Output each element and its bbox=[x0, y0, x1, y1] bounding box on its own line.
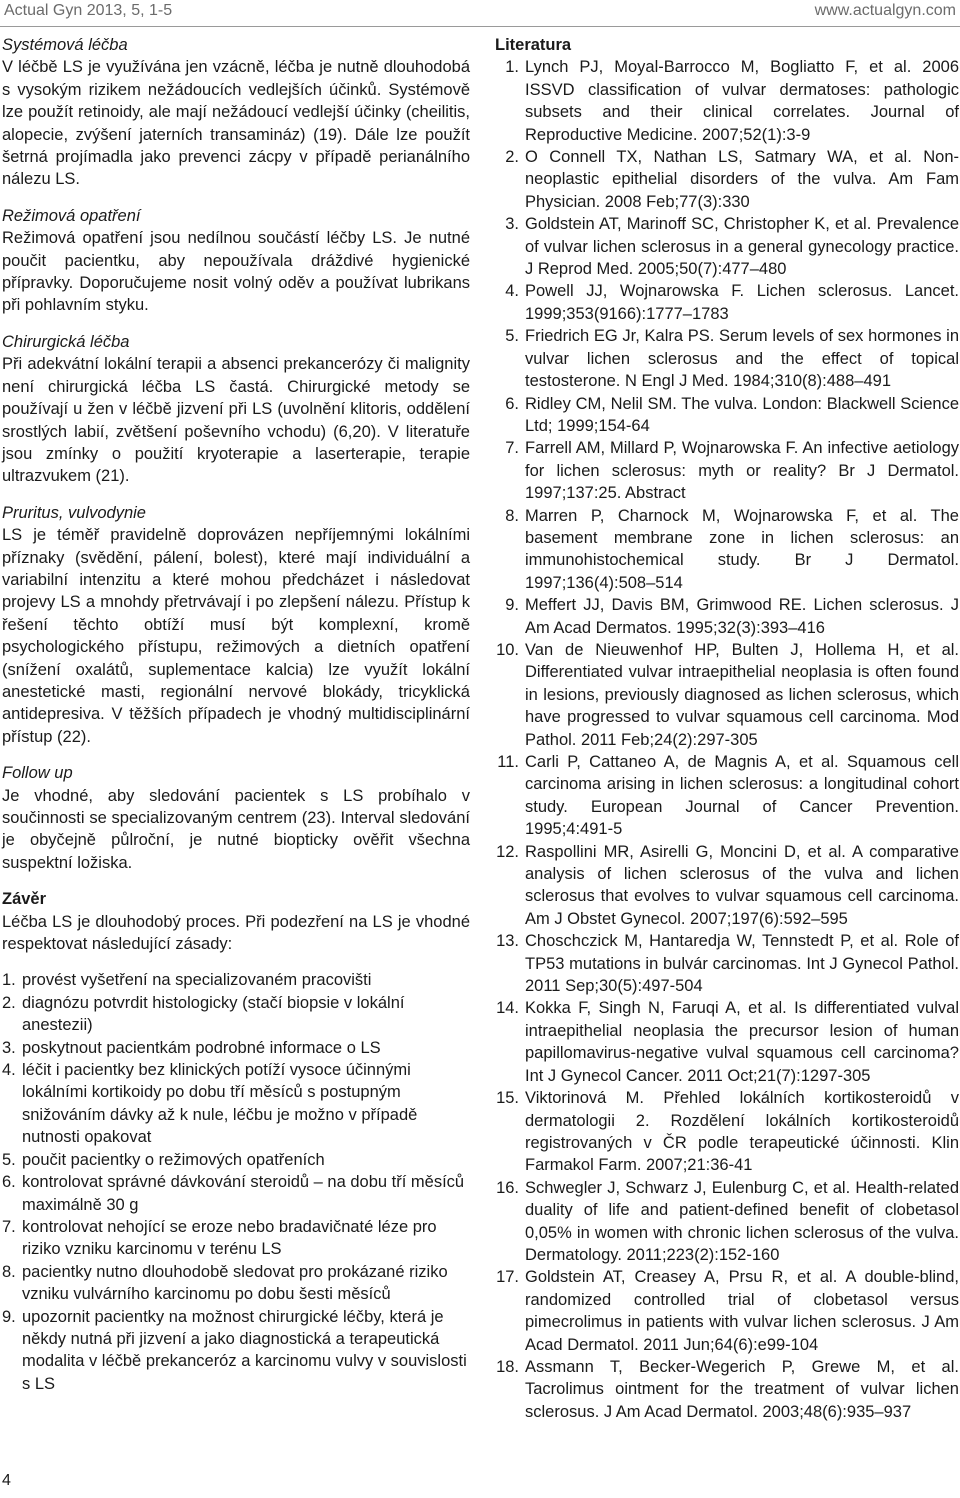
section-follow-up bbox=[2, 762, 470, 874]
reference-number: 6. bbox=[505, 394, 519, 413]
list-item-number: 5. bbox=[2, 1150, 16, 1169]
reference-text: Van de Nieuwenhof HP, Bulten J, Hollema H, et al. Differentiated vulvar intraepithelial neoplasia is often found in lesions, previously diagnosed as lichen sclerosus, which have progressed to vulvar squamous cell carcinoma. Mod Pathol. 2011 Feb;24(2):297-305 bbox=[525, 640, 959, 749]
reference-item bbox=[495, 146, 959, 213]
section-regime-measures bbox=[2, 205, 470, 317]
reference-number: 9. bbox=[505, 596, 519, 615]
reference-text: Schwegler J, Schwarz J, Eulenburg C, et al. Health-related duality of life and patient-defined benefit of clobetasol 0,05% in women with chronic lichen sclerosus of the vulva. Dermatology. 2011;223(2):152-160 bbox=[525, 1178, 959, 1264]
list-item-text: poskytnout pacientkám podrobné informace o LS bbox=[22, 1038, 381, 1057]
reference-text: Meffert JJ, Davis BM, Grimwood RE. Lichen sclerosus. J Am Acad Dermatos. 1995;32(3):393–416 bbox=[525, 596, 959, 637]
reference-number: 5. bbox=[505, 327, 519, 346]
reference-text: Ridley CM, Nelil SM. The vulva. London: Blackwell Science Ltd; 1999;154-64 bbox=[525, 394, 959, 435]
section-text: Je vhodné, aby sledování pacientek s LS probíhalo v součinnosti se specializovaným centrem (23). Interval sledování je obyčejně půlroční, je nutné biopticky ověřit všechna suspektní ložiska. bbox=[2, 786, 470, 872]
reference-number: 13. bbox=[496, 932, 519, 951]
list-item bbox=[2, 969, 470, 991]
reference-text: Friedrich EG Jr, Kalra PS. Serum levels of sex hormones in vulvar lichen sclerosus and the effect of topical testosterone. N Engl J Med. 1984;310(8):488–491 bbox=[525, 327, 959, 391]
reference-item bbox=[495, 213, 959, 280]
reference-text: Farrell AM, Millard P, Wojnarowska F. An infective aetiology for lichen sclerosus: myth or reality? Br J Dermatol. 1997;137:25. Abstract bbox=[525, 439, 959, 503]
reference-item bbox=[495, 1177, 959, 1267]
page-header bbox=[0, 0, 960, 26]
reference-number: 11. bbox=[497, 753, 519, 771]
page-number: 4 bbox=[2, 1472, 11, 1489]
list-item bbox=[2, 1261, 470, 1306]
reference-number: 18. bbox=[496, 1357, 519, 1376]
list-item-text: diagnózu potvrdit histologicky (stačí biopsie v lokální anestezii) bbox=[22, 993, 405, 1035]
list-item-text: kontrolovat správné dávkování steroidů – na dobu tří měsíců maximálně 30 g bbox=[22, 1173, 465, 1214]
list-item-number: 4. bbox=[2, 1061, 16, 1080]
section-title: Chirurgická léčba bbox=[2, 332, 130, 351]
reference-list bbox=[495, 56, 959, 1423]
reference-text: Assmann T, Becker-Wegerich P, Grewe M, et al. Tacrolimus ointment for the treatment of vulvar lichen sclerosus. J Am Acad Dermatol. 2003;48(6):935–937 bbox=[525, 1357, 959, 1421]
reference-item bbox=[495, 1356, 959, 1423]
reference-text: Goldstein AT, Marinoff SC, Christopher K, et al. Prevalence of vulvar lichen sclerosus in a general gynecology practice. J Reprod Med. 2005;50(7):477–480 bbox=[525, 215, 959, 279]
reference-text: Kokka F, Singh N, Faruqi A, et al. Is differentiated vulval intraepithelial neoplasia the precursor lesion of human papillomavirus-negative vulval squamous cell carcinoma? Int J Gynecol Cancer. 2011 Oct;21(7):1297-305 bbox=[525, 999, 959, 1085]
reference-number: 10. bbox=[496, 640, 519, 659]
list-item bbox=[2, 1171, 470, 1216]
reference-item bbox=[495, 325, 959, 392]
reference-item bbox=[495, 997, 959, 1087]
section-title: Pruritus, vulvodynie bbox=[2, 503, 146, 522]
list-item-text: upozornit pacientky na možnost chirurgické léčby, která je někdy nutná při jizvení a jako diagnostická a terapeutická modalita v léčbě prekanceróz a karcinomu vulvy v souvislosti s LS bbox=[22, 1307, 467, 1393]
reference-number: 2. bbox=[505, 148, 519, 167]
reference-number: 17. bbox=[496, 1268, 519, 1287]
reference-text: Powell JJ, Wojnarowska F. Lichen sclerosus. Lancet. 1999;353(9166):1777–1783 bbox=[525, 282, 959, 323]
reference-number: 12. bbox=[496, 842, 519, 861]
list-item bbox=[2, 1059, 470, 1149]
reference-item bbox=[495, 841, 959, 931]
section-text: LS je téměř pravidelně doprovázen nepříjemnými lokálními příznaky (svědění, pálení, bolest), které mají individuální a variabilní intenzitu a které mohou předcházet i následovat projevy LS a mnohdy přetrvávají i po zlepšení nálezu. Přístup k řešení těchto obtíží musí být komplexní, kromě psychologického přístupu, režimových a dietních opatření (snížení oxalátů, suplementace kalcia) lze využít lokální anestetické masti, regionální nervové blokády, tricyklická antidepresiva. V těžších případech je vhodný multidisciplinární přístup (22). bbox=[2, 526, 470, 746]
reference-item bbox=[495, 280, 959, 325]
list-item-number: 9. bbox=[2, 1307, 16, 1326]
section-systemic-treatment bbox=[2, 34, 470, 191]
section-text: Při adekvátní lokální terapii a absenci prekancerózy či malignity není chirurgická léčba LS častá. Chirurgické metody se používají u žen v léčbě jizvení při LS (uvolnění klitoris, oddělení srostlých labií, zvětšení poševního vchodu) (6,20). V literatuře jsou zmínky o použití kryoterapie a laserterapie, terapie ultrazvukem (21). bbox=[2, 355, 470, 486]
list-item-number: 2. bbox=[2, 993, 16, 1012]
section-text: V léčbě LS je využívána jen vzácně, léčba je nutně dlouhodobá s vysokým rizikem nežádoucích vedlejších účinků. Systémově lze použít retinoidy, ale mají nežádoucí vedlejší účinky (cheilitis, alopecie, zvýšení jaterních transamináz) (19). Dále lze použít šetrná projímadla jako prevenci zácpy v případě perianálního nálezu LS. bbox=[2, 58, 470, 189]
section-title: Systémová léčba bbox=[2, 36, 128, 54]
list-item-text: provést vyšetření na specializovaném pracovišti bbox=[22, 971, 372, 990]
reference-item bbox=[495, 505, 959, 595]
list-item bbox=[2, 1149, 470, 1171]
reference-item bbox=[495, 751, 959, 841]
reference-text: Lynch PJ, Moyal-Barrocco M, Bogliatto F, et al. 2006 ISSVD classification of vulvar dermatoses: pathologic subsets and their clinical correlates. Journal of Reproductive Medicine. 2007;52(1):3-9 bbox=[525, 58, 959, 144]
reference-item bbox=[495, 930, 959, 997]
header-divider bbox=[0, 26, 960, 27]
list-item-text: poučit pacientky o režimových opatřeních bbox=[22, 1150, 325, 1169]
list-item-number: 6. bbox=[2, 1173, 16, 1192]
list-item bbox=[2, 1216, 470, 1261]
literature-title: Literatura bbox=[495, 36, 572, 54]
reference-text: Choschczick M, Hantaredja W, Tennstedt P, et al. Role of TP53 mutations in bulvár carcinomas. Int J Gynecol Pathol. 2011 Sep;30(5):497-504 bbox=[525, 932, 959, 996]
reference-item bbox=[495, 1266, 959, 1356]
reference-number: 3. bbox=[505, 215, 519, 234]
left-column bbox=[2, 34, 470, 1395]
reference-text: Viktorinová M. Přehled lokálních kortikosteroidů v dermatologii 2. Rozdělení lokálních kortikosteroidů registrovaných v ČR podle terapeutické účinnosti. Klin Farmakol Farm. 2007;21:36-41 bbox=[525, 1089, 959, 1175]
reference-number: 4. bbox=[505, 282, 519, 301]
list-item-number: 1. bbox=[2, 971, 16, 990]
reference-number: 8. bbox=[505, 506, 519, 525]
reference-item bbox=[495, 594, 959, 639]
section-surgical-treatment bbox=[2, 331, 470, 488]
conclusion-intro: Léčba LS je dlouhodobý proces. Při podezření na LS je vhodné respektovat následující zásady: bbox=[2, 912, 470, 954]
reference-item bbox=[495, 639, 959, 751]
list-item bbox=[2, 1037, 470, 1059]
reference-item bbox=[495, 1087, 959, 1177]
reference-item bbox=[495, 437, 959, 504]
reference-text: Raspollini MR, Asirelli G, Moncini D, et al. A comparative analysis of lichen sclerosus of the vulva and lichen sclerosus that evolves to vulvar squamous cell carcinoma. Am J Obstet Gynecol. 2007;197(6):592–595 bbox=[525, 842, 959, 928]
conclusion-list bbox=[2, 969, 470, 1395]
list-item-number: 7. bbox=[2, 1217, 16, 1236]
reference-text: Carli P, Cattaneo A, de Magnis A, et al. Squamous cell carcinoma arising in lichen sclerosus: a longitudinal cohort study. European Journal of Cancer Prevention. 1995;4:491-5 bbox=[525, 753, 959, 839]
section-pruritus bbox=[2, 502, 470, 748]
list-item-text: pacientky nutno dlouhodobě sledovat pro prokázané riziko vzniku vulvárního karcinomu po dobu šesti měsíců bbox=[22, 1262, 448, 1304]
list-item bbox=[2, 1306, 470, 1396]
section-title: Režimová opatření bbox=[2, 206, 141, 225]
reference-number: 16. bbox=[496, 1178, 519, 1197]
reference-number: 7. bbox=[505, 439, 519, 458]
right-column bbox=[495, 34, 959, 1423]
journal-citation: Actual Gyn 2013, 5, 1-5 bbox=[4, 2, 173, 19]
list-item-text: kontrolovat nehojící se eroze nebo bradavičnaté léze pro riziko vzniku karcinomu v terénu LS bbox=[22, 1217, 437, 1259]
reference-number: 14. bbox=[496, 999, 519, 1018]
section-conclusion bbox=[2, 888, 470, 1395]
section-title: Follow up bbox=[2, 764, 73, 783]
reference-text: Marren P, Charnock M, Wojnarowska F, et al. The basement membrane zone in lichen sclerosus: an immunohistochemical study. Br J Dermatol. 1997;136(4):508–514 bbox=[525, 506, 959, 592]
section-text: Režimová opatření jsou nedílnou součástí léčby LS. Je nutné poučit pacientku, aby nepoužívala dráždivé hygienické přípravky. Doporučujeme nosit volný oděv a používat lubrikans při pohlavním styku. bbox=[2, 229, 470, 315]
list-item-text: léčit i pacientky bez klinických potíží vysoce účinnými lokálními kortikoidy po dobu tří měsíců s postupným snižováním dávky až k nule, léčbu je možno v případě nutnosti opakovat bbox=[22, 1061, 418, 1147]
reference-text: Goldstein AT, Creasey A, Prsu R, et al. A double-blind, randomized controlled trial of clobetasol versus pimecrolimus in patients with vulvar lichen sclerosus. J Am Acad Dermatol. 2011 Jun;64(6):e99-104 bbox=[525, 1268, 959, 1354]
conclusion-title: Závěr bbox=[2, 890, 47, 909]
reference-item bbox=[495, 393, 959, 438]
list-item bbox=[2, 992, 470, 1037]
reference-text: O Connell TX, Nathan LS, Satmary WA, et al. Non-neoplastic epithelial disorders of the vulva. Am Fam Physician. 2008 Feb;77(3):330 bbox=[525, 148, 959, 211]
reference-item bbox=[495, 56, 959, 146]
reference-number: 1. bbox=[505, 58, 519, 77]
journal-website-link[interactable]: www.actualgyn.com bbox=[814, 2, 956, 19]
list-item-number: 3. bbox=[2, 1038, 16, 1057]
reference-number: 15. bbox=[496, 1089, 519, 1108]
list-item-number: 8. bbox=[2, 1262, 16, 1281]
